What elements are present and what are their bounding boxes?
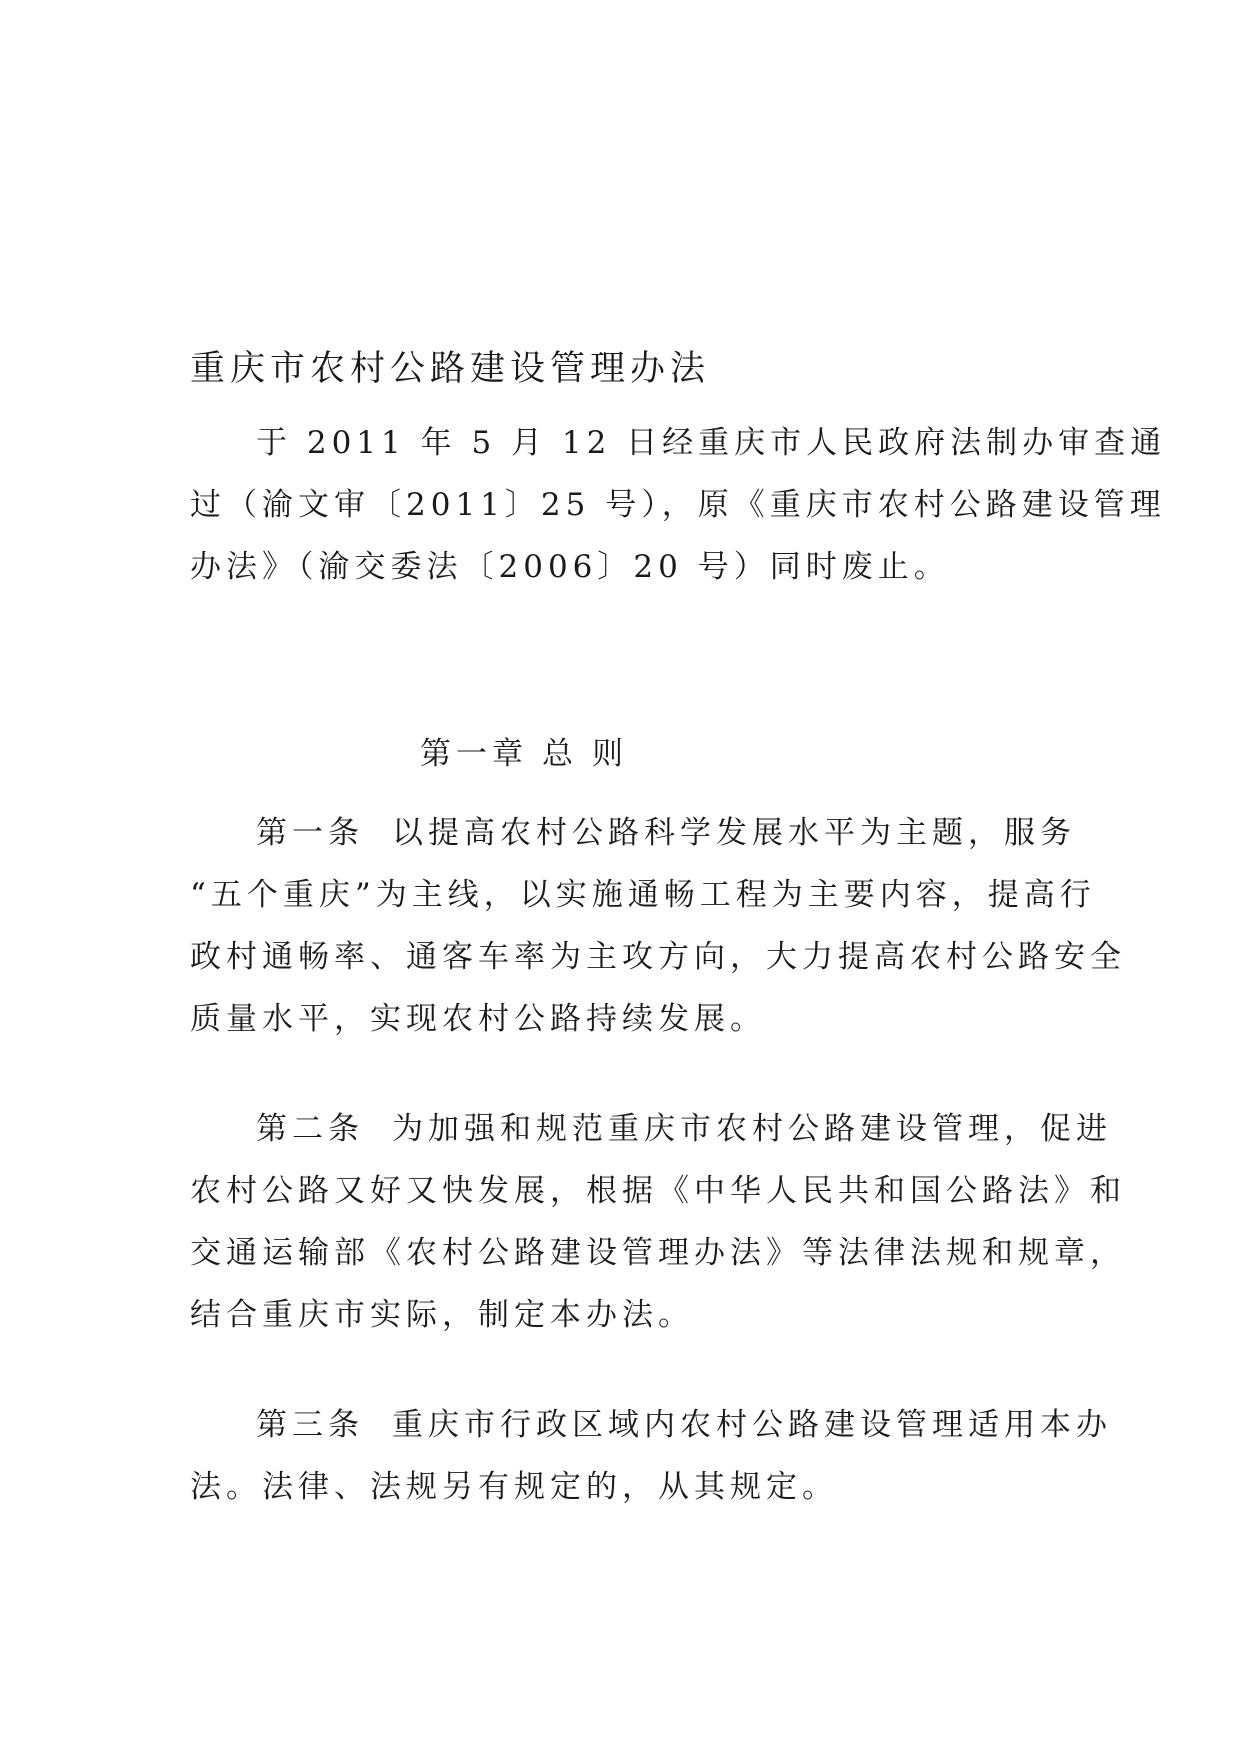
article-number: 第二条 [256,1111,364,1147]
article-number: 第一条 [256,815,364,851]
article-line [190,1098,1112,1160]
article-line: 农村公路又好又快发展，根据《中华人民共和国公路法》和 [190,1173,1126,1209]
document-title: 重庆市农村公路建设管理办法 [190,349,711,389]
chapter-heading [420,732,628,776]
article-line: 质量水平，实现农村公路持续发展。 [190,1001,766,1037]
article-text: 为加强和规范重庆市农村公路建设管理，促进 [392,1111,1112,1147]
article-2 [190,1098,1126,1346]
chapter-name-part: 总 [542,736,578,772]
article-text: 以提高农村公路科学发展水平为主题，服务 [392,815,1076,851]
article-line: “五个重庆”为主线，以实施通畅工程为主要内容，提高行 [190,877,1096,913]
article-line [190,802,1076,864]
article-line: 政村通畅率、通客车率为主攻方向，大力提高农村公路安全 [190,939,1126,975]
article-line [190,1394,1112,1456]
preamble-line: 过（渝文审〔2011〕25 号），原《重庆市农村公路建设管理 [190,487,1166,523]
preamble-paragraph [190,412,1167,598]
chapter-number: 第一章 [420,736,528,772]
preamble-line: 办法》（渝交委法〔2006〕20 号）同时废止。 [190,549,950,585]
article-number: 第三条 [256,1407,364,1443]
article-text: 重庆市行政区域内农村公路建设管理适用本办 [392,1407,1112,1443]
article-1 [190,802,1126,1050]
article-line: 法。法律、法规另有规定的，从其规定。 [190,1469,838,1505]
article-3 [190,1394,1112,1518]
chapter-name-part: 则 [592,736,628,772]
article-line: 交通运输部《农村公路建设管理办法》等法律法规和规章， [190,1235,1126,1271]
preamble-line: 于 2011 年 5 月 12 日经重庆市人民政府法制办审查通 [256,425,1167,461]
article-line: 结合重庆市实际，制定本办法。 [190,1297,694,1333]
